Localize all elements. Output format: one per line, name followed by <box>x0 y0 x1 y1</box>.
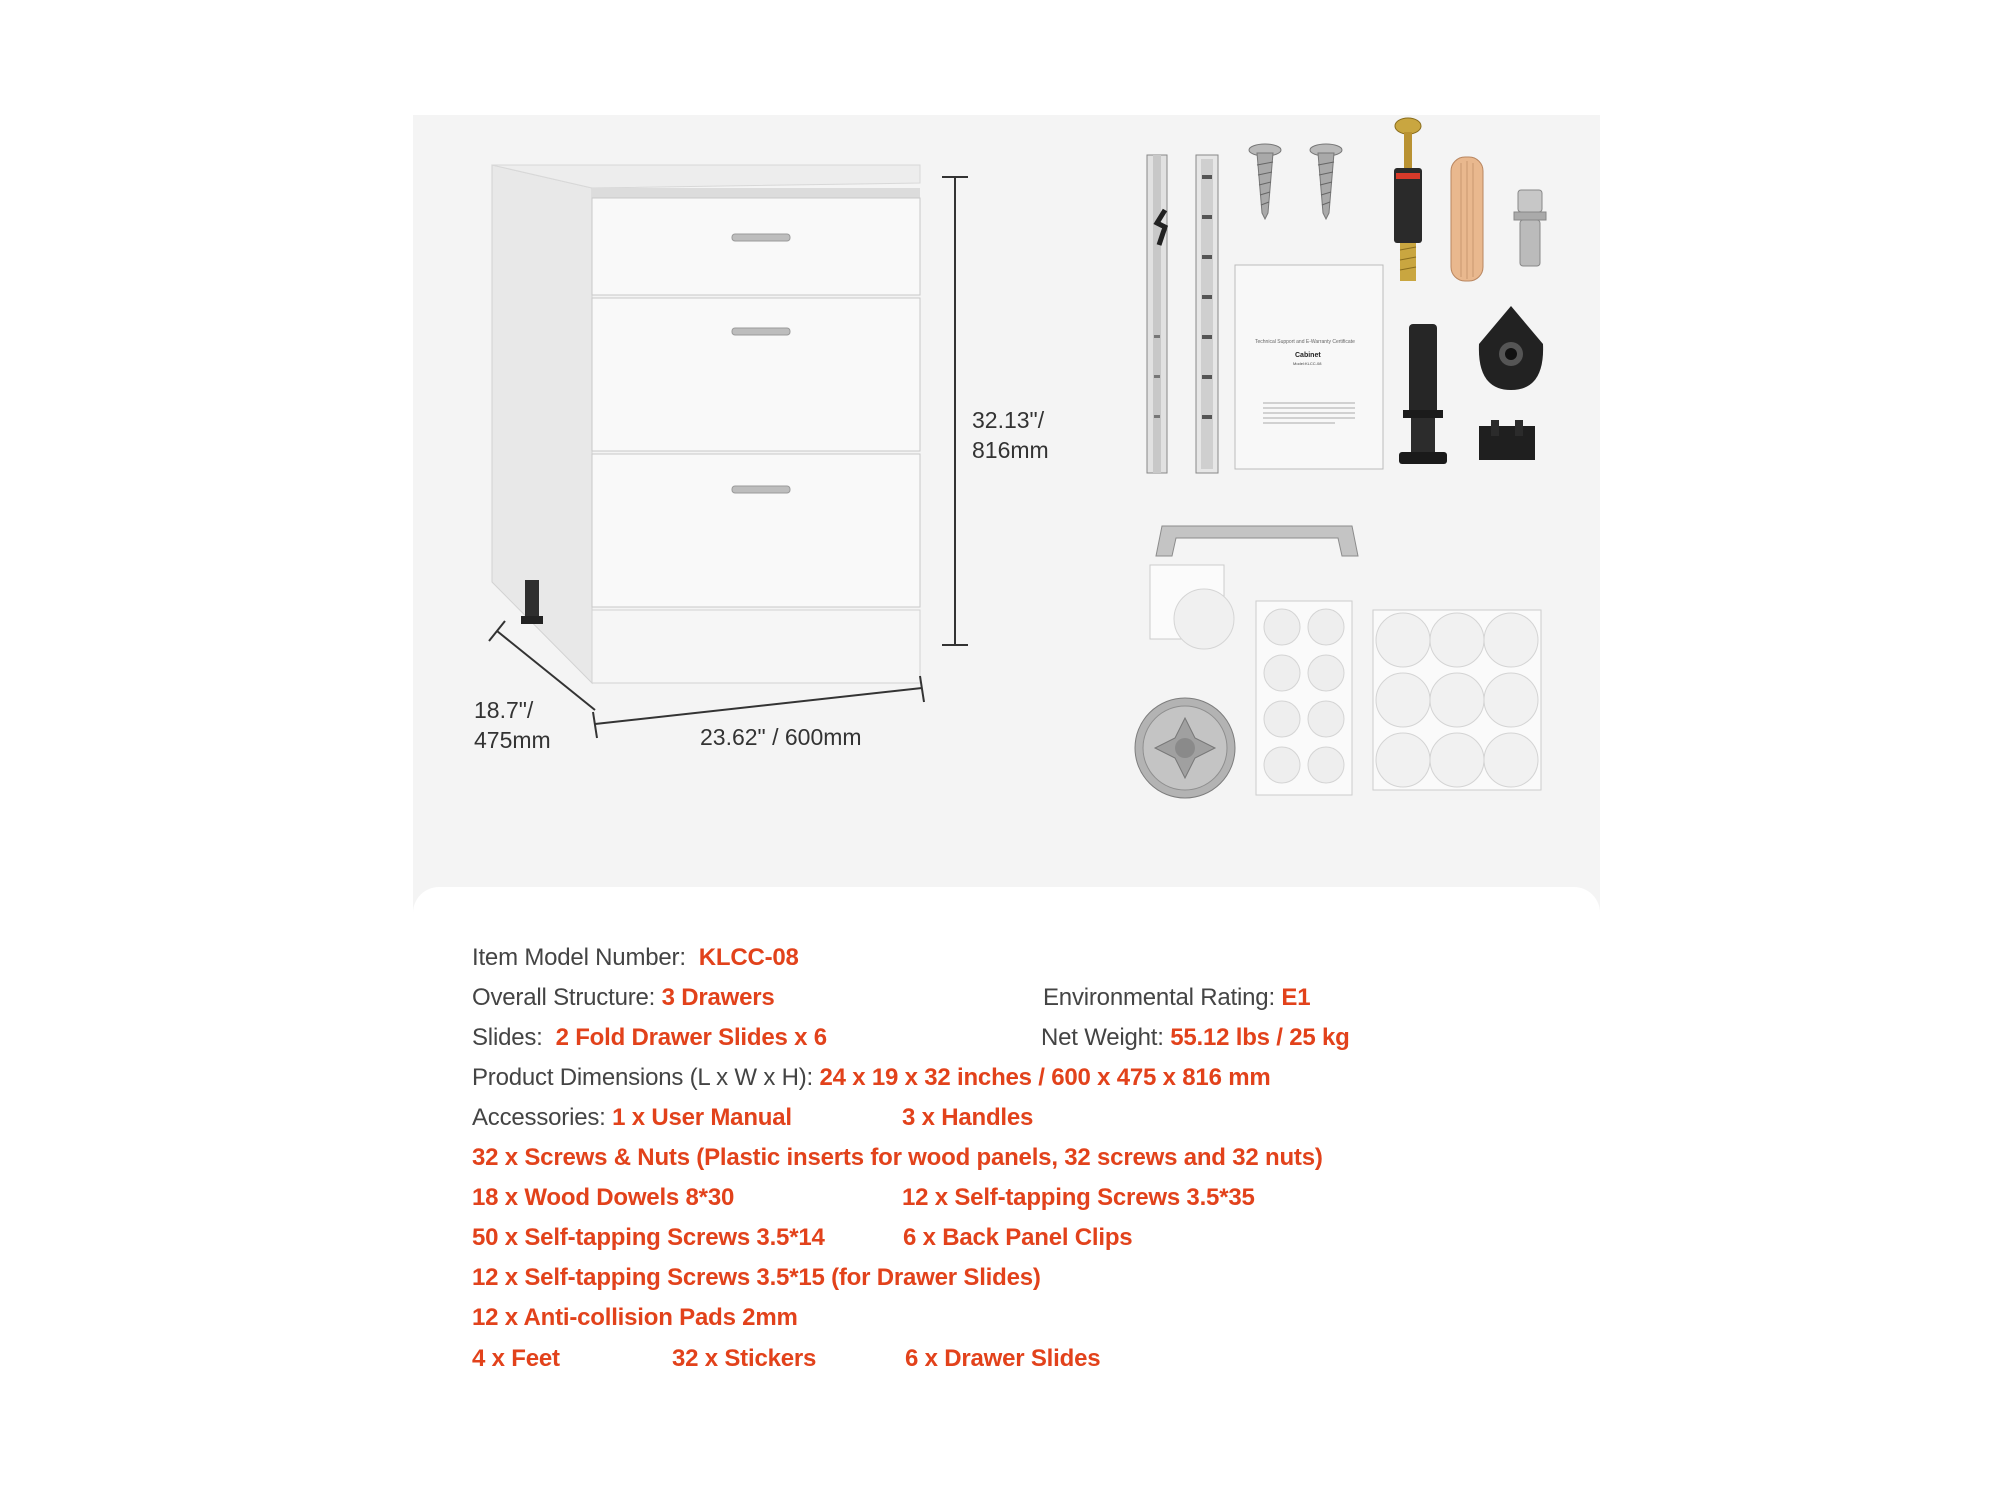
cam-bolt-icon <box>1388 118 1428 283</box>
spec-accessories: Accessories: 1 x User Manual <box>472 1104 792 1131</box>
spec-environment: Environmental Rating: E1 <box>1043 984 1311 1011</box>
manual-header: Technical Support and E-Warranty Certificate <box>1255 339 1355 345</box>
accessory-item: 12 x Self-tapping Screws 3.5*35 <box>902 1184 1255 1211</box>
spec-weight: Net Weight: 55.12 lbs / 25 kg <box>1041 1024 1350 1051</box>
accessory-item: 18 x Wood Dowels 8*30 <box>472 1184 735 1211</box>
user-manual-icon <box>1235 265 1385 471</box>
accessory-item: 32 x Screws & Nuts (Plastic inserts for wood panels, 32 screws and 32 nuts) <box>472 1144 1323 1171</box>
anti-collision-pads-icon <box>1373 610 1541 790</box>
spec-structure: Overall Structure: 3 Drawers <box>472 984 775 1011</box>
drawer-slide-icon <box>1192 155 1222 475</box>
spec-model: Item Model Number: KLCC-08 <box>472 944 799 971</box>
accessory-item: 6 x Drawer Slides <box>905 1345 1101 1372</box>
sticker-icon <box>1150 565 1224 639</box>
accessory-item: 4 x Feet <box>472 1345 560 1372</box>
spec-slides: Slides: 2 Fold Drawer Slides x 6 <box>472 1024 827 1051</box>
height-label: 32.13"/ 816mm <box>972 407 1049 463</box>
screw-icon <box>1308 143 1344 219</box>
depth-label: 18.7"/ 475mm <box>474 697 551 753</box>
accessory-item: 50 x Self-tapping Screws 3.5*14 <box>472 1224 825 1251</box>
accessory-item: 6 x Back Panel Clips <box>903 1224 1133 1251</box>
wood-dowel-icon <box>1447 155 1487 285</box>
manual-model: Model:KLCC-08 <box>1293 361 1322 366</box>
anti-collision-pads-icon <box>1256 601 1352 795</box>
spec-dimensions: Product Dimensions (L x W x H): 24 x 19 x 32 inches / 600 x 475 x 816 mm <box>472 1064 1271 1091</box>
width-label: 23.62" / 600mm <box>700 724 862 750</box>
leg-clip-icon <box>1473 304 1549 394</box>
back-panel-clip-icon <box>1477 420 1537 464</box>
metal-insert-icon <box>1512 190 1548 270</box>
cam-lock-icon <box>1133 696 1237 800</box>
cabinet-foot-icon <box>1395 320 1455 470</box>
screw-icon <box>1247 143 1283 219</box>
drawer-slide-icon <box>1143 155 1173 475</box>
handle-icon <box>1152 522 1362 562</box>
accessory-item: 3 x Handles <box>902 1104 1034 1131</box>
manual-title: Cabinet <box>1295 352 1321 359</box>
accessory-item: 32 x Stickers <box>672 1345 817 1372</box>
accessory-item: 12 x Self-tapping Screws 3.5*15 (for Drawer Slides) <box>472 1264 1041 1291</box>
accessory-item: 12 x Anti-collision Pads 2mm <box>472 1304 798 1331</box>
